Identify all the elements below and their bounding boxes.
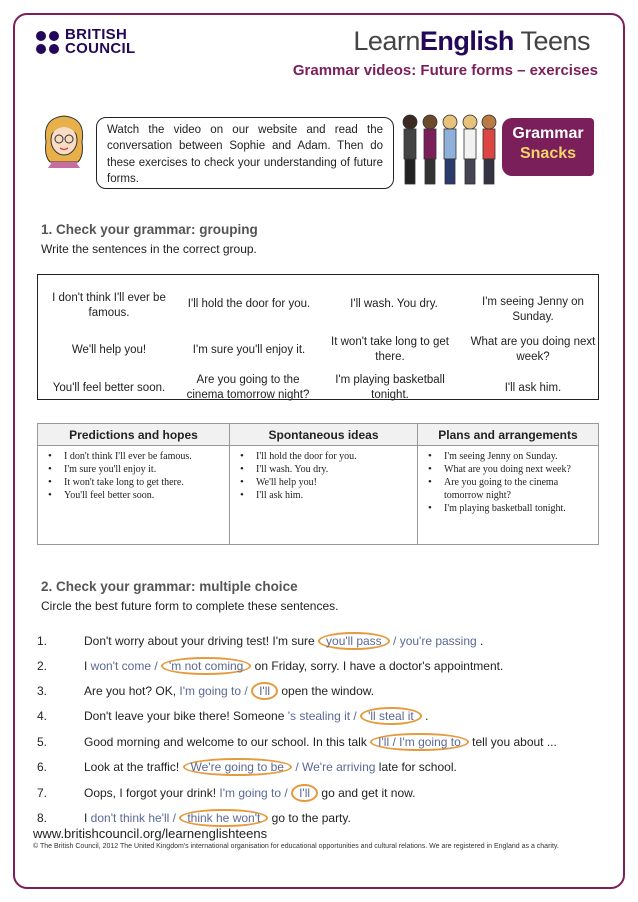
mc-option-2[interactable]: 'll steal it bbox=[360, 707, 422, 725]
mc-separator: / bbox=[169, 811, 180, 825]
sentence-cell: What are you doing next week? bbox=[470, 336, 596, 363]
mc-number: 5. bbox=[37, 735, 48, 749]
mc-text-before: Don't leave your bike there! Someone bbox=[84, 709, 288, 723]
list-item: • I'll hold the door for you. bbox=[234, 450, 413, 463]
british-council-logo bbox=[36, 28, 135, 56]
logo-dots-icon bbox=[36, 31, 59, 54]
mc-item bbox=[37, 735, 607, 753]
table-header: Predictions and hopes bbox=[38, 424, 230, 446]
mc-number: 2. bbox=[37, 659, 48, 673]
mc-option-1[interactable]: We're going to be bbox=[183, 758, 292, 776]
grouping-table bbox=[37, 423, 599, 545]
section1-title: 1. Check your grammar: grouping bbox=[41, 222, 258, 237]
sentence-cell: Are you going to the cinema tomorrow night? bbox=[186, 374, 310, 401]
mc-number: 3. bbox=[37, 684, 48, 698]
mc-item bbox=[37, 760, 607, 778]
mc-text-after: late for school. bbox=[375, 760, 457, 774]
mc-text-before: Don't worry about your driving test! I'm sure bbox=[84, 634, 319, 648]
mc-separator: / bbox=[151, 659, 162, 673]
mc-item bbox=[37, 684, 607, 702]
mc-text-before: I bbox=[84, 811, 91, 825]
sentence-cell: It won't take long to get there. bbox=[331, 336, 449, 363]
mc-text-after: . bbox=[421, 709, 429, 723]
list-item: • I'll ask him. bbox=[234, 489, 413, 502]
mc-text-before: Oops, I forgot your drink! bbox=[84, 786, 220, 800]
section1-instruction: Write the sentences in the correct group. bbox=[41, 242, 257, 256]
list-item: • I'm seeing Jenny on Sunday. bbox=[422, 450, 594, 463]
list-item: • I'm sure you'll enjoy it. bbox=[42, 463, 225, 476]
mc-option-1[interactable]: don't think he'll bbox=[90, 811, 170, 825]
learnenglish-teens-logo: LearnEnglish Teens bbox=[353, 26, 590, 56]
mc-text-before: I bbox=[84, 659, 91, 673]
sentence-cell: I'll wash. You dry. bbox=[350, 298, 438, 310]
table-header: Plans and arrangements bbox=[418, 424, 599, 446]
mc-text-after: go and get it now. bbox=[318, 786, 416, 800]
mc-option-2[interactable]: you're passing bbox=[399, 634, 477, 648]
sentence-cell: I don't think I'll ever be famous. bbox=[52, 292, 166, 319]
mc-option-2[interactable]: I'll bbox=[251, 682, 278, 700]
list-item: • You'll feel better soon. bbox=[42, 489, 225, 502]
sentence-cell: You'll feel better soon. bbox=[52, 382, 166, 394]
mc-item bbox=[37, 709, 607, 727]
mc-number: 1. bbox=[37, 634, 48, 648]
mc-option-1[interactable]: I'll / I'm going to bbox=[370, 733, 469, 751]
mc-item bbox=[37, 634, 607, 652]
table-column-spontaneous bbox=[230, 446, 418, 545]
mc-text-before: Good morning and welcome to our school. In this talk bbox=[84, 735, 371, 749]
mc-separator: / bbox=[291, 760, 302, 774]
table-header: Spontaneous ideas bbox=[230, 424, 418, 446]
mc-separator: / bbox=[281, 786, 292, 800]
list-item: • I don't think I'll ever be famous. bbox=[42, 450, 225, 463]
sentence-cell: I'm sure you'll enjoy it. bbox=[192, 344, 306, 356]
sentence-cell: I'm playing basketball tonight. bbox=[335, 374, 445, 401]
mc-text-after: tell you about ... bbox=[468, 735, 557, 749]
sentences-box bbox=[37, 274, 599, 400]
sentence-cell: I'm seeing Jenny on Sunday. bbox=[482, 296, 584, 323]
section2-title: 2. Check your grammar: multiple choice bbox=[41, 579, 298, 594]
mc-option-2[interactable]: 'm not coming bbox=[161, 657, 251, 675]
intro-speech-bubble: Watch the video on our website and read the conversation between Sophie and Adam. Then do these exercises to check your understanding of future forms. bbox=[96, 117, 394, 189]
list-item: • I'm playing basketball tonight. bbox=[422, 502, 594, 515]
mc-item bbox=[37, 786, 607, 804]
footer-copyright: © The British Council, 2012 The United Kingdom's international organisation for educational opportunities and cultural relations. We are registered in England as a charity. bbox=[33, 843, 559, 850]
table-column-predictions bbox=[38, 446, 230, 545]
list-item: • It won't take long to get there. bbox=[42, 476, 225, 489]
mc-text-after: on Friday, sorry. I have a doctor's appointment. bbox=[251, 659, 504, 673]
mc-text-after: open the window. bbox=[278, 684, 375, 698]
footer-url[interactable]: www.britishcouncil.org/learnenglishteens bbox=[33, 826, 268, 841]
sophie-avatar-icon bbox=[38, 112, 90, 168]
section2-instruction: Circle the best future form to complete these sentences. bbox=[41, 599, 339, 613]
mc-option-1[interactable]: I'm going to bbox=[179, 684, 242, 698]
mc-option-1[interactable]: won't come bbox=[90, 659, 151, 673]
sentence-cell: We'll help you! bbox=[71, 344, 147, 356]
mc-text-after: . bbox=[476, 634, 484, 648]
mc-text-after: go to the party. bbox=[268, 811, 351, 825]
list-item: • We'll help you! bbox=[234, 476, 413, 489]
teens-group-illustration bbox=[398, 110, 500, 186]
sentence-cell: I'll ask him. bbox=[504, 382, 562, 394]
mc-number: 7. bbox=[37, 786, 48, 800]
logo-line2: COUNCIL bbox=[65, 40, 136, 57]
mc-separator: / bbox=[241, 684, 252, 698]
mc-item bbox=[37, 659, 607, 677]
mc-option-2[interactable]: I'll bbox=[291, 784, 318, 802]
document-title: Grammar videos: Future forms – exercises bbox=[292, 62, 598, 79]
mc-number: 8. bbox=[37, 811, 48, 825]
mc-number: 4. bbox=[37, 709, 48, 723]
mc-option-2[interactable]: think he won't bbox=[179, 809, 268, 827]
list-item: • Are you going to the cinema tomorrow night? bbox=[422, 476, 594, 502]
mc-text-before: Are you hot? OK, bbox=[84, 684, 180, 698]
sentence-cell: I'll hold the door for you. bbox=[187, 298, 311, 310]
table-column-plans bbox=[418, 446, 599, 545]
list-item: • I'll wash. You dry. bbox=[234, 463, 413, 476]
mc-separator: / bbox=[389, 634, 400, 648]
list-item: • What are you doing next week? bbox=[422, 463, 594, 476]
mc-text-before: Look at the traffic! bbox=[84, 760, 183, 774]
mc-option-1[interactable]: I'm going to bbox=[219, 786, 282, 800]
mc-option-2[interactable]: We're arriving bbox=[302, 760, 376, 774]
grammar-snacks-badge: Grammar Snacks bbox=[502, 118, 594, 176]
mc-option-1[interactable]: you'll pass bbox=[318, 632, 390, 650]
mc-option-1[interactable]: 's stealing it bbox=[287, 709, 351, 723]
logo-line1: BRITISH bbox=[65, 26, 128, 43]
mc-separator: / bbox=[350, 709, 361, 723]
mc-number: 6. bbox=[37, 760, 48, 774]
